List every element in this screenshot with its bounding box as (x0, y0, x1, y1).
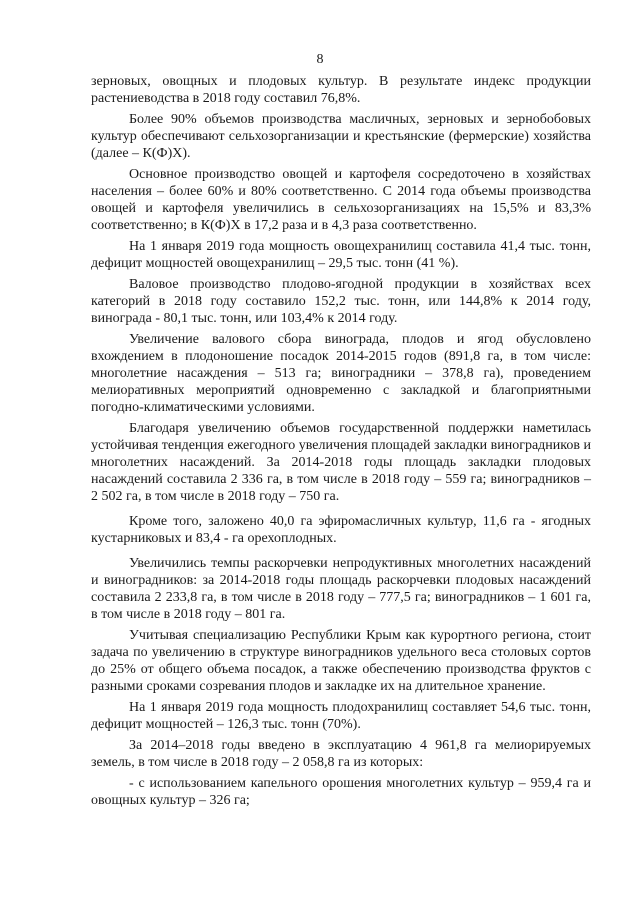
paragraph-3: Основное производство овощей и картофеля сосредоточено в хозяйствах населения – более 60% и 80% соответственно. С 2014 года объемы производства овощей и картофеля увеличились в сельхозорганизациях на 15,5% и 83,3% соответственно; в К(Ф)Х в 17,2 раза и в 4,3 раза соответственно. (91, 167, 591, 233)
paragraph-2: Более 90% объемов производства масличных, зерновых и зернобобовых культур обеспечивают сельхозорганизации и крестьянские (фермерские) хозяйства (далее – К(Ф)Х). (91, 112, 591, 161)
page-number: 8 (316, 52, 324, 67)
paragraph-12: За 2014–2018 годы введено в эксплуатацию 4 961,8 га мелиорируемых земель, в том числе в 2018 году – 2 058,8 га из которых: (91, 738, 591, 770)
paragraph-8: Кроме того, заложено 40,0 га эфиромасличных культур, 11,6 га - ягодных кустарниковых и 83,4 - га орехоплодных. (91, 514, 591, 546)
list-item-drip-irrigation: - с использованием капельного орошения многолетних культур – 959,4 га и овощных культур – 326 га; (91, 776, 591, 808)
paragraph-1: зерновых, овощных и плодовых культур. В результате индекс продукции растениеводства в 2018 году составил 76,8%. (91, 74, 591, 106)
paragraph-5: Валовое производство плодово-ягодной продукции в хозяйствах всех категорий в 2018 году составило 152,2 тыс. тонн, или 144,8% к 2014 году, винограда - 80,1 тыс. тонн, или 103,4% к 2014 году. (91, 277, 591, 326)
paragraph-11: На 1 января 2019 года мощность плодохранилищ составляет 54,6 тыс. тонн, дефицит мощностей – 126,3 тыс. тонн (70%). (91, 700, 591, 732)
paragraph-10: Учитывая специализацию Республики Крым как курортного региона, стоит задача по увеличению в структуре виноградников удельного веса столовых сортов до 25% от общего объема посадок, а также обеспечению производства фруктов с разными сроками созревания плодов и закладке их на длительное хранение. (91, 628, 591, 694)
paragraph-4: На 1 января 2019 года мощность овощехранилищ составила 41,4 тыс. тонн, дефицит мощностей овощехранилищ – 29,5 тыс. тонн (41 %). (91, 239, 591, 271)
document-body (91, 73, 591, 813)
paragraph-7: Благодаря увеличению объемов государственной поддержки наметилась устойчивая тенденция ежегодного увеличения площадей закладки виноградников и многолетних насаждений. За 2014-2018 годы площадь закладки плодовых насаждений составила 2 336 га, в том числе в 2018 году – 559 га; виноградников – 2 502 га, в том числе в 2018 году – 750 га. (91, 421, 591, 504)
paragraph-9: Увеличились темпы раскорчевки непродуктивных многолетних насаждений и виноградников: за 2014-2018 годы площадь раскорчевки плодовых насаждений составила 2 233,8 га, в том числе в 2018 году – 777,5 га; виноградников – 1 601 га, в том числе в 2018 году – 801 га. (91, 556, 591, 622)
paragraph-6: Увеличение валового сбора винограда, плодов и ягод обусловлено вхождением в плодоношение посадок 2014-2015 годов (891,8 га, в том числе: многолетние насаждения – 513 га; виноградники – 378,8 га), проведением мелиоративных мероприятий одновременно с закладкой и благоприятными погодно-климатическими условиями. (91, 332, 591, 415)
